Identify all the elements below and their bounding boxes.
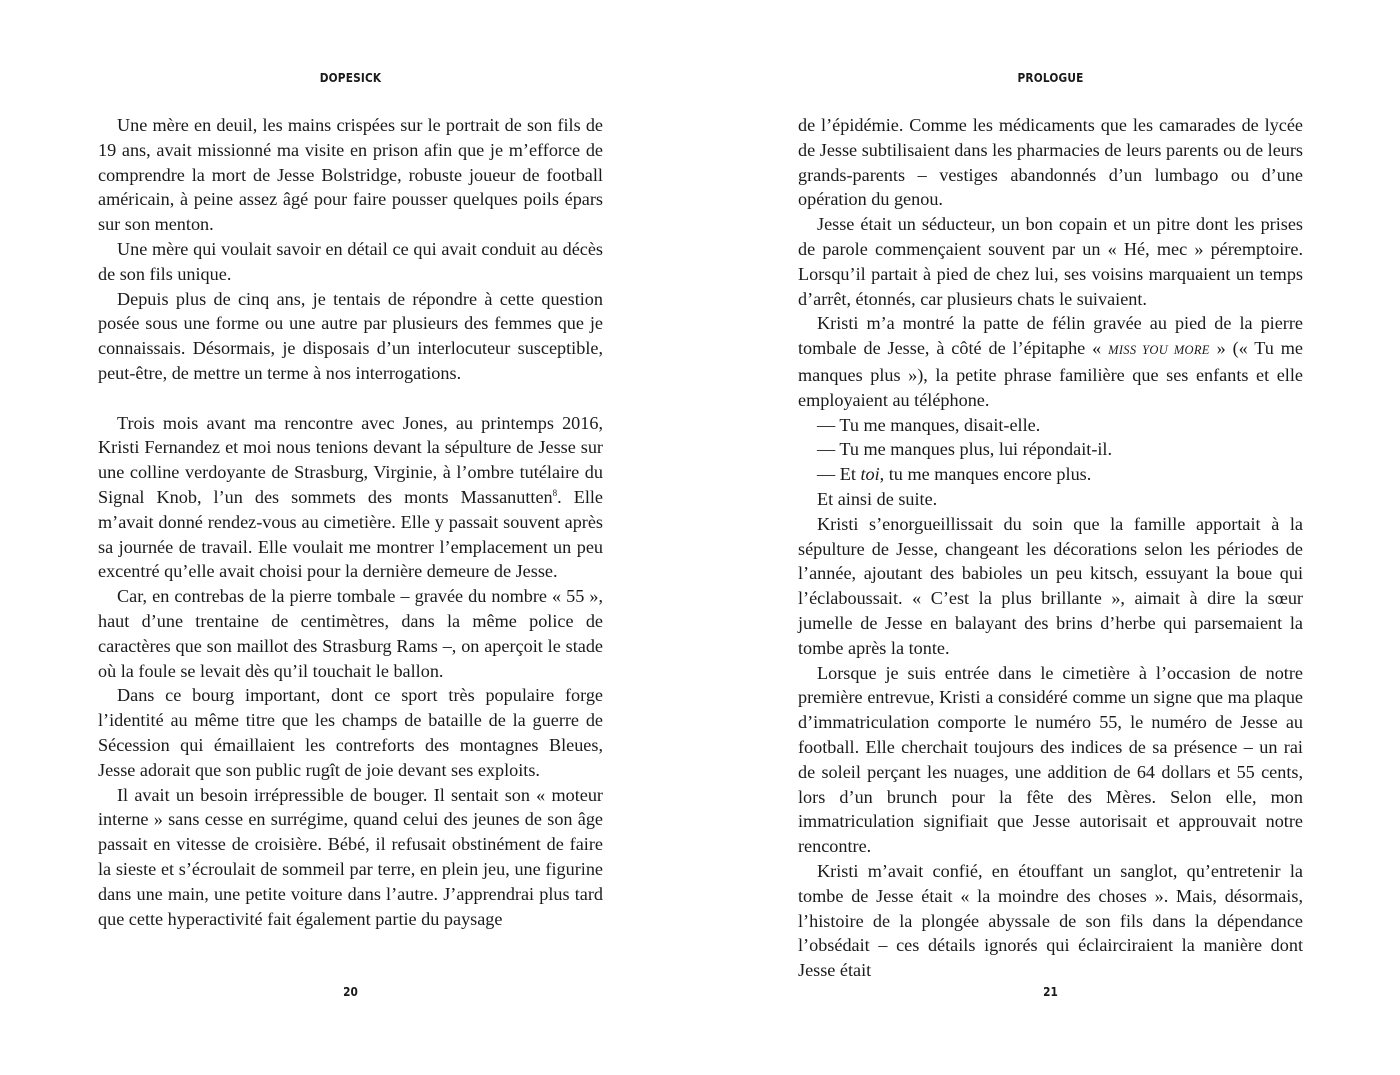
dialogue-line: — Tu me manques plus, lui répondait-il. [817, 439, 1113, 460]
dialogue-line: — Tu me manques, disait-elle. [817, 414, 1041, 435]
paragraph: de l’épidémie. Comme les médicaments que les camarades de lycée de Jesse subtilisaient dans les pharmacies de leurs parents ou de leurs grands-parents – vestiges abandonnés d’un lumbago ou d’une opération du genou. [798, 115, 1303, 210]
emphasis: toi [860, 464, 880, 485]
left-page [98, 0, 603, 1075]
paragraph: Car, en contrebas de la pierre tombale – gravée du nombre « 55 », haut d’une trentaine de centimètres, dans la même police de caractères que son maillot des Strasburg Rams –, on aperçoit le stade où la foule se levait dès qu’il touchait le ballon. [98, 586, 603, 681]
paragraph: Kristi m’avait confié, en étouffant un sanglot, qu’entretenir la tombe de Jesse était « la moindre des choses ». Mais, désormais, l’histoire de la plongée abyssale de son fils dans la dépendance l’obsédait – ces détails ignorés qui éclairciraient la manière dont Jesse était [798, 860, 1303, 981]
epitaph-small-caps: MISS YOU MORE [1108, 343, 1210, 358]
paragraph-text: . Elle m’avait donné rendez-vous au cimetière. Elle y passait souvent après sa journée de travail. Elle voulait me montrer l’emplacement un peu excentré qu’elle avait choisi pour la dernière demeure de Jesse. [98, 486, 604, 582]
paragraph [98, 411, 603, 585]
paragraph: Kristi s’enorgueillissait du soin que la famille apportait à la sépulture de Jesse, changeant les décorations selon les périodes de l’année, ajoutant des babioles un peu kitsch, essuyant la boue qui l’éclaboussait. « C’est la plus brillante », aimait à dire la sœur jumelle de Jesse en balayant des brins d’herbe qui parsemaient la tombe après la tonte. [798, 513, 1303, 658]
paragraph: Lorsque je suis entrée dans le cimetière à l’occasion de notre première entrevue, Kristi a considéré comme un signe que ma plaque d’immatriculation comporte le numéro 55, le numéro de Jesse au football. Elle cherchait toujours des indices de sa présence – un rai de soleil perçant les nuages, une addition de 64 dollars et 55 cents, lors d’un brunch pour la fête des Mères. Selon elle, mon immatriculation signifiait que Jesse autorisait et approuvait notre rencontre. [798, 662, 1303, 857]
paragraph: Une mère en deuil, les mains crispées sur le portrait de son fils de 19 ans, avait missionné ma visite en prison afin que je m’efforce de comprendre la mort de Jesse Bolstridge, robuste joueur de football américain, à peine assez âgé pour faire pousser quelques poils épars sur son menton. [98, 115, 603, 235]
running-head-left: DOPESICK [319, 71, 382, 85]
right-page-body [798, 113, 1303, 983]
paragraph: Une mère qui voulait savoir en détail ce qui avait conduit au décès de son fils unique. [98, 238, 603, 284]
paragraph-text: Trois mois avant ma rencontre avec Jones, au printemps 2016, Kristi Fernandez et moi nous tenions devant la sépulture de Jesse sur une colline verdoyante de Strasburg, Virginie, à l’ombre tutélaire du Signal Knob, l’un des sommets des monts Massanutten [98, 412, 603, 507]
page-number-left: 20 [343, 985, 358, 999]
paragraph-text: » (« Tu me manques plus »), la petite phrase familière que ses enfants et elle employaient au téléphone. [798, 338, 1303, 410]
dialogue-text: — Et [817, 464, 861, 485]
dialogue-text: , tu me manques encore plus. [879, 464, 1092, 485]
running-head-right: PROLOGUE [1017, 71, 1084, 85]
paragraph: Dans ce bourg important, dont ce sport très populaire forge l’identité au même titre que les champs de bataille de la guerre de Sécession qui émaillaient les contreforts des montagnes Bleues, Jesse adorait que son public rugît de joie devant ses exploits. [98, 685, 603, 780]
paragraph: Il avait un besoin irrépressible de bouger. Il sentait son « moteur interne » sans cesse en surrégime, quand celui des jeunes de son âge passait en vitesse de croisière. Bébé, il refusait obstinément de faire la sieste et s’écroulait de sommeil par terre, en plein jeu, une figurine dans une main, une petite voiture dans l’autre. J’apprendrai plus tard que cette hyperactivité fait également partie du paysage [98, 784, 603, 929]
paragraph [798, 311, 1303, 412]
paragraph-text: Kristi m’a montré la patte de félin gravée au pied de la pierre tombale de Jesse, à côté de l’épitaphe « [798, 313, 1303, 359]
paragraph: Et ainsi de suite. [817, 488, 938, 509]
paragraph: Jesse était un séducteur, un bon copain et un pitre dont les prises de parole commençaient souvent par un « Hé, mec » péremptoire. Lorsqu’il partait à pied de chez lui, ses voisins marquaient un temps d’arrêt, étonnés, car plusieurs chats le suivaient. [798, 214, 1303, 309]
page-number-right: 21 [1043, 985, 1058, 999]
paragraph: Depuis plus de cinq ans, je tentais de répondre à cette question posée sous une forme ou une autre par plusieurs des femmes que je connaissais. Désormais, je disposais d’un interlocuteur susceptible, peut-être, de mettre un terme à nos interrogations. [98, 288, 603, 383]
right-page [798, 0, 1303, 1075]
footnote-marker: 8 [552, 487, 558, 498]
left-page-body [98, 113, 603, 931]
dialogue-line [798, 462, 1303, 487]
